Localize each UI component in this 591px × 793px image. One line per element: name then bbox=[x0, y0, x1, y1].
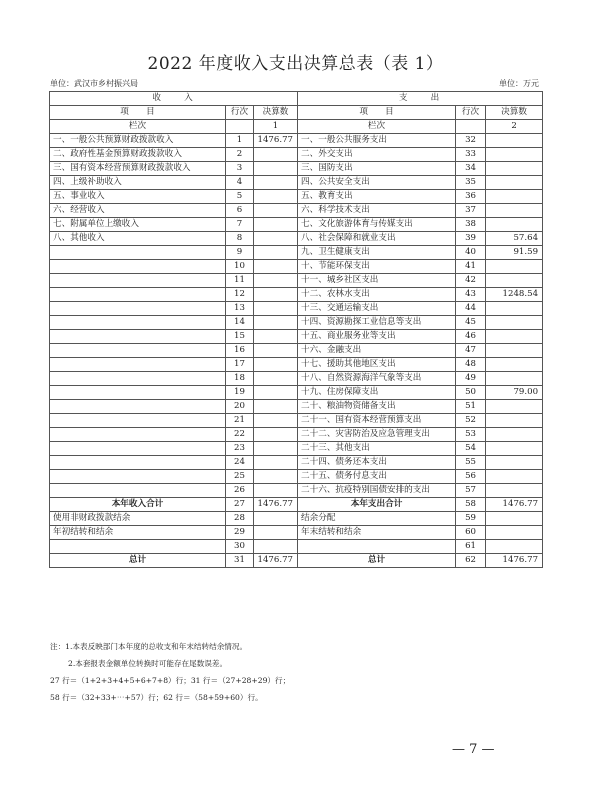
income-amount bbox=[254, 358, 298, 372]
page-title: 2022 年度收入支出决算总表（表 1） bbox=[147, 54, 444, 74]
table-row bbox=[50, 204, 543, 218]
expense-total-row-no: 58 bbox=[456, 498, 486, 512]
col-item-income: 项 目 bbox=[50, 106, 226, 120]
expense-row-no: 56 bbox=[456, 470, 486, 484]
expense-amount bbox=[486, 400, 543, 414]
income-amount bbox=[254, 260, 298, 274]
income-row-no: 26 bbox=[226, 484, 254, 498]
expense-row-no: 49 bbox=[456, 372, 486, 386]
expense-item: 一、一般公共服务支出 bbox=[298, 134, 456, 148]
expense-amount bbox=[486, 316, 543, 330]
expense-row-no: 38 bbox=[456, 218, 486, 232]
income-item bbox=[50, 414, 226, 428]
income-item bbox=[50, 274, 226, 288]
expense-item: 十七、援助其他地区支出 bbox=[298, 358, 456, 372]
expense-row-no: 52 bbox=[456, 414, 486, 428]
grand-total-amount-income: 1476.77 bbox=[254, 554, 298, 568]
income-amount bbox=[254, 274, 298, 288]
table-row bbox=[50, 428, 543, 442]
income-amount bbox=[254, 330, 298, 344]
income-item: 四、上级补助收入 bbox=[50, 176, 226, 190]
income-item: 七、附属单位上缴收入 bbox=[50, 218, 226, 232]
expense-amount bbox=[486, 218, 543, 232]
income-item bbox=[50, 302, 226, 316]
expense-row-no: 57 bbox=[456, 484, 486, 498]
expense-amount: 79.00 bbox=[486, 386, 543, 400]
income-amount bbox=[254, 176, 298, 190]
income-amount bbox=[254, 372, 298, 386]
income-row-no: 5 bbox=[226, 190, 254, 204]
grand-total-amount-expense: 1476.77 bbox=[486, 554, 543, 568]
income-row-no: 3 bbox=[226, 162, 254, 176]
table-row bbox=[50, 400, 543, 414]
table-row bbox=[50, 190, 543, 204]
expense-amount bbox=[486, 260, 543, 274]
expense-item: 二十一、国有资本经营预算支出 bbox=[298, 414, 456, 428]
empty-cell bbox=[226, 120, 254, 134]
income-row-no: 8 bbox=[226, 232, 254, 246]
expense-col-no: 2 bbox=[486, 120, 543, 134]
col-row-expense: 行次 bbox=[456, 106, 486, 120]
expense-total-label: 本年支出合计 bbox=[298, 498, 456, 512]
table-row bbox=[50, 484, 543, 498]
year-total-row bbox=[50, 498, 543, 512]
expense-row-no: 47 bbox=[456, 344, 486, 358]
expense-amount bbox=[486, 330, 543, 344]
expense-amount bbox=[486, 456, 543, 470]
expense-amount bbox=[486, 176, 543, 190]
note-1: 注：1.本表反映部门本年度的总收支和年末结转结余情况。 bbox=[50, 642, 248, 651]
income-item: 五、事业收入 bbox=[50, 190, 226, 204]
expense-amount bbox=[486, 344, 543, 358]
income-amount bbox=[254, 526, 298, 540]
budget-table bbox=[49, 91, 543, 568]
table-row bbox=[50, 134, 543, 148]
income-item bbox=[50, 400, 226, 414]
income-row-no: 2 bbox=[226, 148, 254, 162]
expense-row-no: 36 bbox=[456, 190, 486, 204]
income-amount bbox=[254, 428, 298, 442]
expense-amount: 1248.54 bbox=[486, 288, 543, 302]
expense-item: 二十六、抗疫特别国债安排的支出 bbox=[298, 484, 456, 498]
income-row-no: 7 bbox=[226, 218, 254, 232]
expense-amount bbox=[486, 190, 543, 204]
expense-item: 十三、交通运输支出 bbox=[298, 302, 456, 316]
table-row bbox=[50, 386, 543, 400]
income-amount bbox=[254, 204, 298, 218]
income-item bbox=[50, 484, 226, 498]
expense-row-no: 40 bbox=[456, 246, 486, 260]
income-amount bbox=[254, 190, 298, 204]
table-row bbox=[50, 344, 543, 358]
footnotes bbox=[50, 638, 290, 706]
expense-section-header: 支 出 bbox=[298, 92, 543, 106]
expense-amount bbox=[486, 428, 543, 442]
income-amount bbox=[254, 414, 298, 428]
income-total-label: 本年收入合计 bbox=[50, 498, 226, 512]
column-number-row bbox=[50, 120, 543, 134]
expense-amount bbox=[486, 358, 543, 372]
expense-item bbox=[298, 540, 456, 554]
expense-amount bbox=[486, 414, 543, 428]
expense-row-no: 51 bbox=[456, 400, 486, 414]
expense-item: 七、文化旅游体育与传媒支出 bbox=[298, 218, 456, 232]
table-row bbox=[50, 288, 543, 302]
expense-amount: 57.64 bbox=[486, 232, 543, 246]
table-row bbox=[50, 316, 543, 330]
table-row bbox=[50, 232, 543, 246]
col-amount-expense: 决算数 bbox=[486, 106, 543, 120]
income-item: 二、政府性基金预算财政拨款收入 bbox=[50, 148, 226, 162]
income-item bbox=[50, 316, 226, 330]
expense-row-no: 35 bbox=[456, 176, 486, 190]
income-amount bbox=[254, 288, 298, 302]
expense-row-no: 54 bbox=[456, 442, 486, 456]
table-row bbox=[50, 218, 543, 232]
income-amount bbox=[254, 148, 298, 162]
expense-item: 十二、农林水支出 bbox=[298, 288, 456, 302]
expense-row-no: 45 bbox=[456, 316, 486, 330]
income-item bbox=[50, 386, 226, 400]
col-row-income: 行次 bbox=[226, 106, 254, 120]
label-row-expense: 栏次 bbox=[298, 120, 456, 134]
income-amount: 1476.77 bbox=[254, 134, 298, 148]
income-row-no: 18 bbox=[226, 372, 254, 386]
expense-item: 十九、住房保障支出 bbox=[298, 386, 456, 400]
expense-row-no: 44 bbox=[456, 302, 486, 316]
expense-row-no: 34 bbox=[456, 162, 486, 176]
expense-row-no: 46 bbox=[456, 330, 486, 344]
column-header-row bbox=[50, 106, 543, 120]
table-row bbox=[50, 176, 543, 190]
expense-item: 十五、商业服务业等支出 bbox=[298, 330, 456, 344]
note-3: 27 行＝（1+2+3+4+5+6+7+8）行；31 行＝（27+28+29）行； bbox=[50, 676, 291, 685]
table-row bbox=[50, 372, 543, 386]
expense-item: 十一、城乡社区支出 bbox=[298, 274, 456, 288]
income-amount bbox=[254, 470, 298, 484]
income-item: 使用非财政拨款结余 bbox=[50, 512, 226, 526]
expense-amount bbox=[486, 512, 543, 526]
income-item bbox=[50, 428, 226, 442]
col-amount-income: 决算数 bbox=[254, 106, 298, 120]
col-item-expense: 项 目 bbox=[298, 106, 456, 120]
income-total-amount: 1476.77 bbox=[254, 498, 298, 512]
income-item: 八、其他收入 bbox=[50, 232, 226, 246]
table-row bbox=[50, 246, 543, 260]
expense-amount bbox=[486, 484, 543, 498]
expense-item: 三、国防支出 bbox=[298, 162, 456, 176]
income-item bbox=[50, 540, 226, 554]
expense-row-no: 42 bbox=[456, 274, 486, 288]
note-4: 58 行＝（32+33+⋯+57）行；62 行＝（58+59+60）行。 bbox=[50, 693, 263, 702]
note-2: 2.本套报表金额单位转换时可能存在尾数误差。 bbox=[68, 659, 228, 668]
income-row-no: 22 bbox=[226, 428, 254, 442]
expense-amount bbox=[486, 372, 543, 386]
table-row bbox=[50, 358, 543, 372]
income-item bbox=[50, 246, 226, 260]
label-row-income: 栏次 bbox=[50, 120, 226, 134]
income-row-no: 6 bbox=[226, 204, 254, 218]
expense-item: 九、卫生健康支出 bbox=[298, 246, 456, 260]
expense-amount bbox=[486, 148, 543, 162]
table-row bbox=[50, 260, 543, 274]
expense-item: 十四、资源勘探工业信息等支出 bbox=[298, 316, 456, 330]
expense-amount bbox=[486, 540, 543, 554]
income-row-no: 11 bbox=[226, 274, 254, 288]
expense-row-no: 50 bbox=[456, 386, 486, 400]
income-row-no: 23 bbox=[226, 442, 254, 456]
income-amount bbox=[254, 316, 298, 330]
expense-row-no: 41 bbox=[456, 260, 486, 274]
table-row bbox=[50, 414, 543, 428]
table-row bbox=[50, 512, 543, 526]
income-item bbox=[50, 470, 226, 484]
empty-cell bbox=[456, 120, 486, 134]
expense-row-no: 32 bbox=[456, 134, 486, 148]
expense-row-no: 33 bbox=[456, 148, 486, 162]
currency-unit: 单位：万元 bbox=[499, 79, 539, 88]
expense-item: 二十三、其他支出 bbox=[298, 442, 456, 456]
table-row bbox=[50, 162, 543, 176]
expense-row-no: 55 bbox=[456, 456, 486, 470]
income-item bbox=[50, 358, 226, 372]
income-total-row-no: 27 bbox=[226, 498, 254, 512]
table-row bbox=[50, 302, 543, 316]
income-amount bbox=[254, 442, 298, 456]
income-item bbox=[50, 372, 226, 386]
expense-amount bbox=[486, 526, 543, 540]
income-row-no: 9 bbox=[226, 246, 254, 260]
expense-item: 十八、自然资源海洋气象等支出 bbox=[298, 372, 456, 386]
income-amount bbox=[254, 400, 298, 414]
expense-item: 四、公共安全支出 bbox=[298, 176, 456, 190]
income-amount bbox=[254, 218, 298, 232]
income-row-no: 24 bbox=[226, 456, 254, 470]
expense-item: 十六、金融支出 bbox=[298, 344, 456, 358]
income-row-no: 25 bbox=[226, 470, 254, 484]
expense-row-no: 43 bbox=[456, 288, 486, 302]
expense-amount: 91.59 bbox=[486, 246, 543, 260]
expense-amount bbox=[486, 274, 543, 288]
expense-item: 六、科学技术支出 bbox=[298, 204, 456, 218]
income-amount bbox=[254, 344, 298, 358]
income-section-header: 收 入 bbox=[50, 92, 298, 106]
income-col-no: 1 bbox=[254, 120, 298, 134]
income-row-no: 1 bbox=[226, 134, 254, 148]
income-row-no: 29 bbox=[226, 526, 254, 540]
income-row-no: 30 bbox=[226, 540, 254, 554]
income-item bbox=[50, 344, 226, 358]
income-row-no: 13 bbox=[226, 302, 254, 316]
expense-row-no: 53 bbox=[456, 428, 486, 442]
income-amount bbox=[254, 484, 298, 498]
income-item bbox=[50, 260, 226, 274]
expense-item: 年末结转和结余 bbox=[298, 526, 456, 540]
grand-total-label-expense: 总计 bbox=[298, 554, 456, 568]
expense-amount bbox=[486, 134, 543, 148]
grand-total-row bbox=[50, 554, 543, 568]
income-row-no: 28 bbox=[226, 512, 254, 526]
income-amount bbox=[254, 456, 298, 470]
income-item bbox=[50, 456, 226, 470]
grand-total-row-no-income: 31 bbox=[226, 554, 254, 568]
income-row-no: 4 bbox=[226, 176, 254, 190]
expense-row-no: 48 bbox=[456, 358, 486, 372]
table-row bbox=[50, 456, 543, 470]
income-amount bbox=[254, 246, 298, 260]
expense-amount bbox=[486, 204, 543, 218]
expense-item: 二十二、灾害防治及应急管理支出 bbox=[298, 428, 456, 442]
table-row bbox=[50, 330, 543, 344]
income-item: 三、国有资本经营预算财政拨款收入 bbox=[50, 162, 226, 176]
expense-row-no: 37 bbox=[456, 204, 486, 218]
expense-row-no: 59 bbox=[456, 512, 486, 526]
expense-total-amount: 1476.77 bbox=[486, 498, 543, 512]
expense-item: 八、社会保障和就业支出 bbox=[298, 232, 456, 246]
income-row-no: 10 bbox=[226, 260, 254, 274]
income-item bbox=[50, 330, 226, 344]
income-row-no: 14 bbox=[226, 316, 254, 330]
expense-item: 五、教育支出 bbox=[298, 190, 456, 204]
expense-row-no: 60 bbox=[456, 526, 486, 540]
table-row bbox=[50, 526, 543, 540]
expense-row-no: 61 bbox=[456, 540, 486, 554]
income-amount bbox=[254, 386, 298, 400]
expense-item: 十、节能环保支出 bbox=[298, 260, 456, 274]
expense-amount bbox=[486, 442, 543, 456]
income-row-no: 16 bbox=[226, 344, 254, 358]
grand-total-row-no-expense: 62 bbox=[456, 554, 486, 568]
income-item: 一、一般公共预算财政拨款收入 bbox=[50, 134, 226, 148]
reporting-unit: 单位：武汉市乡村振兴局 bbox=[50, 79, 138, 88]
income-row-no: 21 bbox=[226, 414, 254, 428]
expense-item: 二、外交支出 bbox=[298, 148, 456, 162]
income-row-no: 20 bbox=[226, 400, 254, 414]
income-item: 六、经营收入 bbox=[50, 204, 226, 218]
table-row bbox=[50, 274, 543, 288]
table-row bbox=[50, 148, 543, 162]
income-row-no: 17 bbox=[226, 358, 254, 372]
income-amount bbox=[254, 540, 298, 554]
expense-item: 二十五、债务付息支出 bbox=[298, 470, 456, 484]
expense-amount bbox=[486, 302, 543, 316]
table-row bbox=[50, 540, 543, 554]
expense-item: 结余分配 bbox=[298, 512, 456, 526]
income-row-no: 15 bbox=[226, 330, 254, 344]
income-item: 年初结转和结余 bbox=[50, 526, 226, 540]
income-amount bbox=[254, 162, 298, 176]
income-amount bbox=[254, 512, 298, 526]
table-row bbox=[50, 442, 543, 456]
income-amount bbox=[254, 232, 298, 246]
expense-item: 二十四、债务还本支出 bbox=[298, 456, 456, 470]
page-number: — 7 — bbox=[452, 742, 495, 757]
income-row-no: 12 bbox=[226, 288, 254, 302]
expense-row-no: 39 bbox=[456, 232, 486, 246]
income-item bbox=[50, 288, 226, 302]
expense-item: 二十、粮油物资储备支出 bbox=[298, 400, 456, 414]
expense-amount bbox=[486, 470, 543, 484]
income-item bbox=[50, 442, 226, 456]
section-header-row bbox=[50, 92, 543, 106]
table-row bbox=[50, 470, 543, 484]
grand-total-label-income: 总计 bbox=[50, 554, 226, 568]
income-row-no: 19 bbox=[226, 386, 254, 400]
expense-amount bbox=[486, 162, 543, 176]
income-amount bbox=[254, 302, 298, 316]
